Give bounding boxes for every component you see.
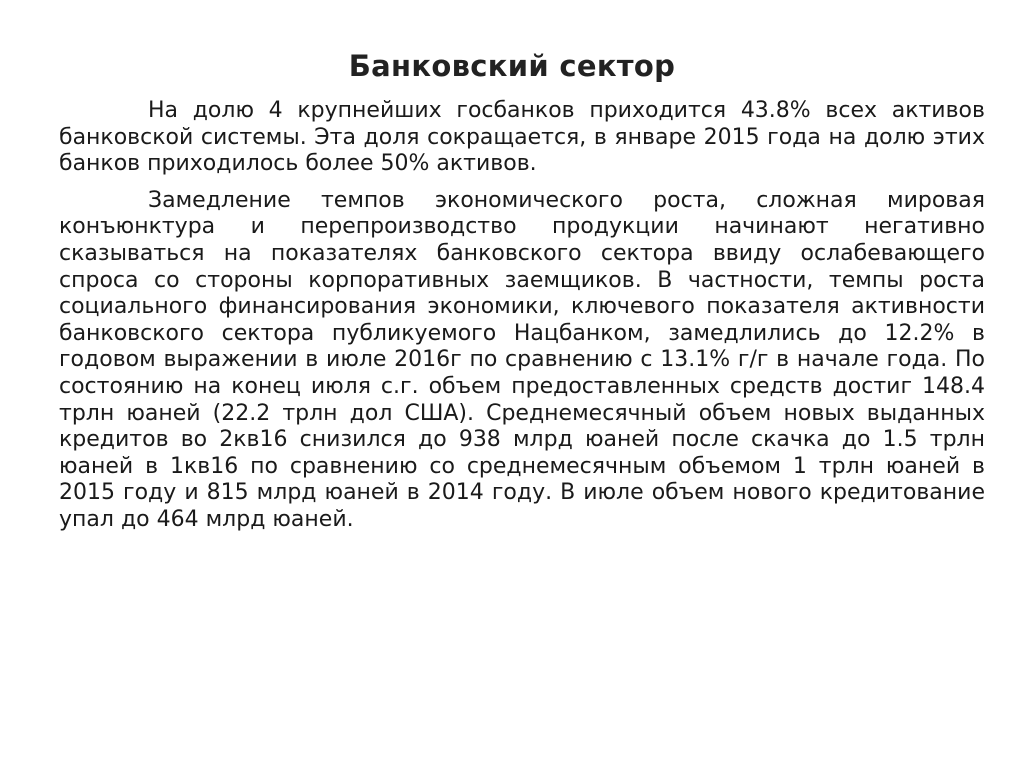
slide-body — [59, 98, 985, 534]
paragraph-state-banks-share: На долю 4 крупнейших госбанков приходится 43.8% всех активов банковской системы. Эта доля сокращается, в январе 2015 года на долю этих банков приходилось более 50% активов. — [59, 98, 985, 177]
slide-title: Банковский сектор — [348, 49, 676, 83]
paragraph-credit-slowdown: Замедление темпов экономического роста, сложная мировая конъюнктура и перепроизводство продукции начинают негативно сказываться на показателях банковского сектора ввиду ослабевающего спроса со стороны корпоративных заемщиков. В частности, темпы роста социального финансирования экономики, ключевого показателя активности банковского сектора публикуемого Нацбанком, замедлились до 12.2% в годовом выражении в июле 2016г по сравнению с 13.1% г/г в начале года. По состоянию на конец июля с.г. объем предоставленных средств достиг 148.4 трлн юаней (22.2 трлн дол США). Среднемесячный объем новых выданных кредитов во 2кв16 снизился до 938 млрд юаней после скачка до 1.5 трлн юаней в 1кв16 по сравнению со среднемесячным объемом 1 трлн юаней в 2015 году и 815 млрд юаней в 2014 году. В июле объем нового кредитование упал до 464 млрд юаней. — [59, 187, 985, 532]
